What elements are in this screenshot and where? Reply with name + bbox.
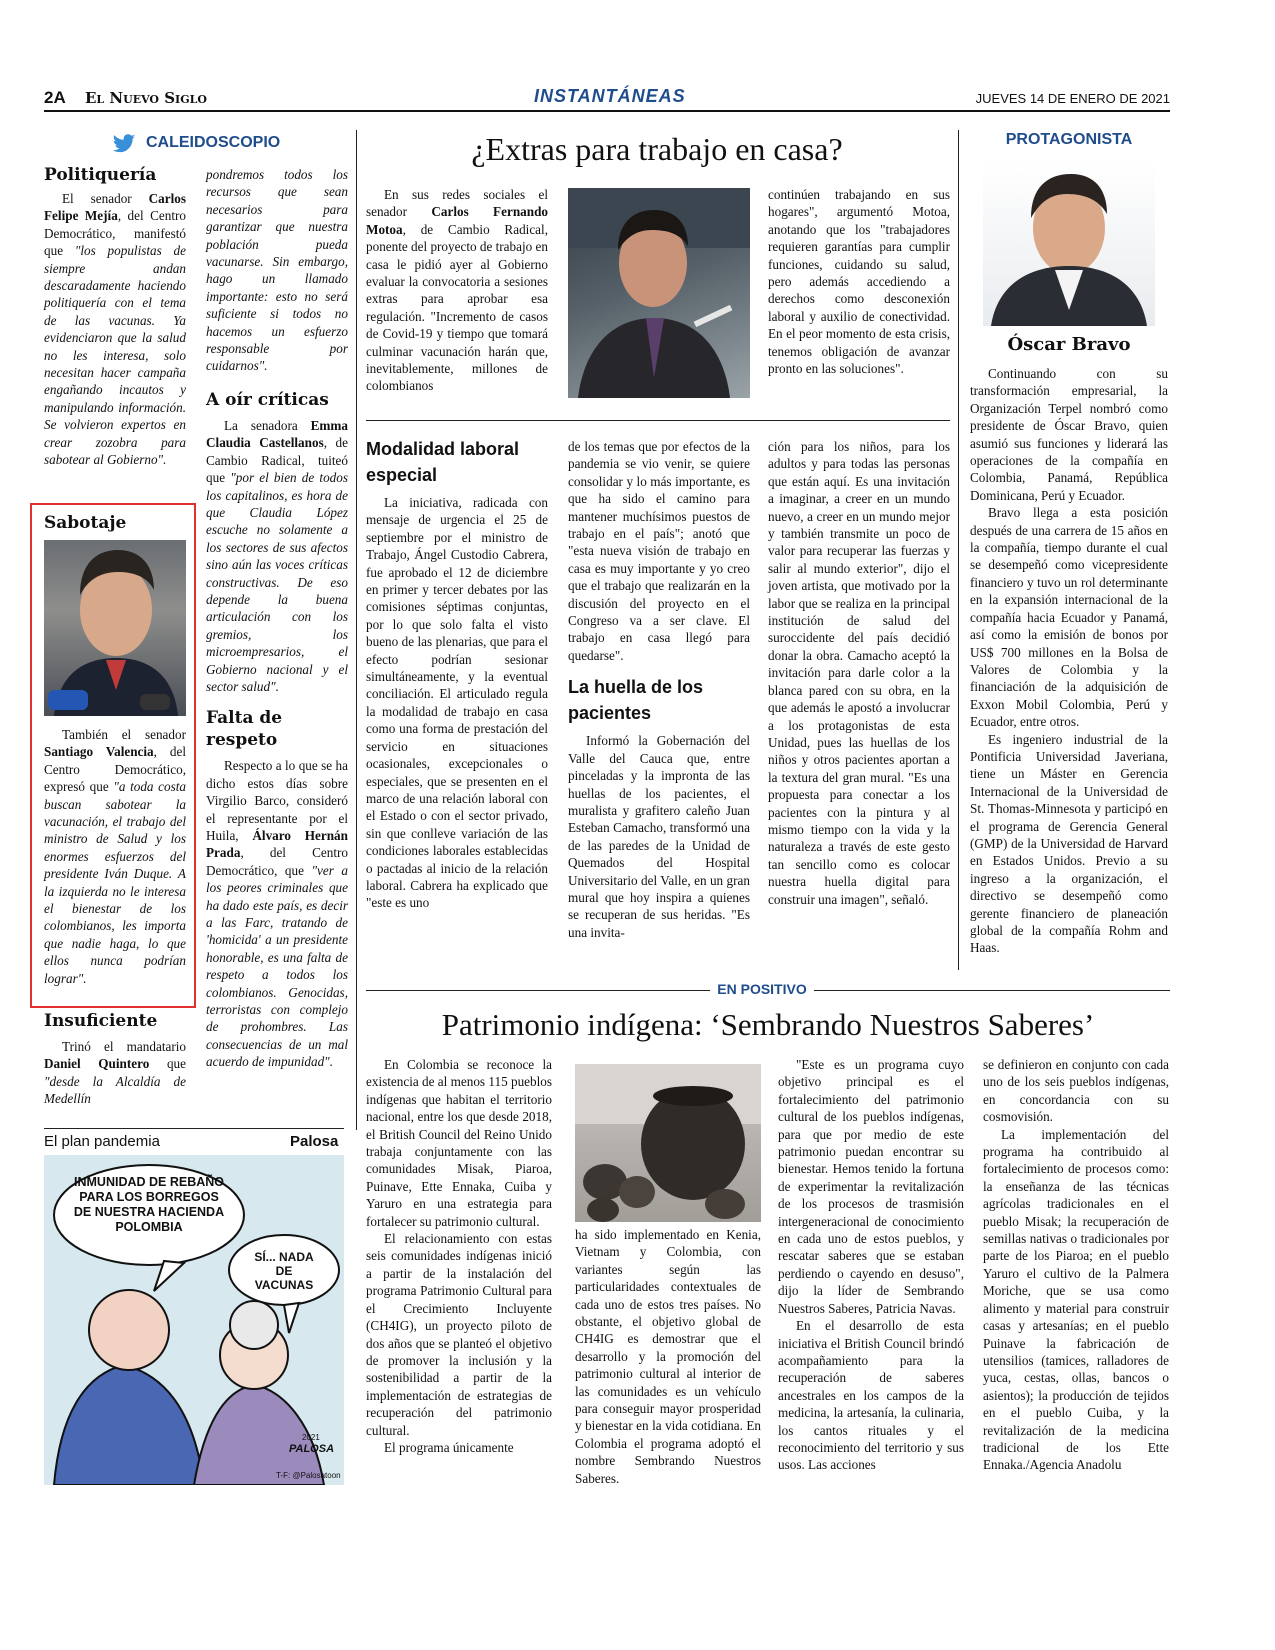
masthead: El Nuevo Siglo xyxy=(85,89,207,107)
respeto-title: Falta de respeto xyxy=(206,708,283,751)
protagonista-label: PROTAGONISTA xyxy=(1005,131,1133,148)
oscar-bravo-photo xyxy=(983,158,1155,326)
caleido-col-2 xyxy=(206,166,348,1071)
indigenous-pottery-photo xyxy=(575,1064,761,1222)
criticas-title: A oír críticas xyxy=(206,389,329,410)
extras-col-3-top: continúen trabajando en sus hogares", argumentó Motoa, anotando que los "trabajadores requieren garantías para cumplir funciones, cuidando su salud, pero además accediendo a derechos como desconexión laboral y auxilio de conectividad. En el peor momento de esta crisis, tenemos obligación de avanzar pronto en las soluciones". xyxy=(768,187,950,377)
protagonista-text: Continuando con su transformación empresarial, la Organización Terpel nombró como presidente de Óscar Bravo, quien asumió sus funciones y liderará las operaciones de la compañía en Colombia, Panamá, República Dominicana, Perú y Ecuador. Bravo llega a esta posición después de una carrera de 15 años en la compañía, tiempo durante el cual se desempeñó como vicepresidente financiero y tuvo un rol determinante en la expansión internacional de la compañía hacia Ecuador y Panamá, así como la emisión de bonos por US$ 700 millones en la Bolsa de Valores de Colombia y la financiación de la adquisición de Exxon Mobil Colombia, Perú y Ecuador, entre otros. Es ingeniero industrial de la Pontificia Universidad Javeriana, tiene un Máster en Gerencia Internacional de la Universidad de St. Thomas-Minnesota y participó en el programa de Gerencia General (GMP) de la Universidad de Harvard en Estados Unidos. Previo a su ingreso a la organización, el directivo se desempeñó como gerente financiero de planeación global de la compañía Rohm and Haas. xyxy=(970,366,1168,956)
cartoon-signature: PALOSA xyxy=(289,1443,335,1455)
cartoon-top-rule xyxy=(44,1128,344,1129)
cartoon-bubble-1: INMUNIDAD DE REBAÑO PARA LOS BORREGOS DE NUESTRA HACIENDA POLOMBIA xyxy=(73,1175,225,1234)
enpositivo-headline: Patrimonio indígena: ‘Sembrando Nuestros Saberes’ xyxy=(441,1007,1095,1042)
modalidad-text: La iniciativa, radicada con mensaje de urgencia el 25 de septiembre por el ministro de Trabajo, Ángel Custodio Cabrera, fue aprobado el 12 de diciembre en primer y tercer debates por las comisiones séptimas conjuntas, por lo que solo falta el visto bueno de las plenarias, que para el efecto podrían sesionar simultáneamente, y la eventual conciliación. El articulado regula la modalidad de trabajo en casa como una forma de prestación del servicio en situaciones ocasionales, excepcionales o especiales, que se presenten en el marco de una relación laboral con el Estado o con el sector privado, sin que conlleve variación de las condiciones laborales establecidas o pactadas al inicio de la relación laboral. Cabrera ha explicado que "este es uno xyxy=(366,495,548,911)
insuficiente-text: Trinó el mandatario Daniel Quintero que "desde la Alcaldía de Medellín xyxy=(44,1039,186,1107)
twitter-icon xyxy=(112,134,136,154)
respeto-text: Respecto a lo que se ha dicho estos días sobre Virgilio Barco, consideró el representante por el Huila, Álvaro Hernán Prada, del Centro Democrático, que "ver a los peores criminales que ha dado este país, es decir a las Farc, tratando de 'homicida' a un presidente honorable, es una falta de respeto a todos los colombianos. Genocidas, terroristas con complejo de prohombres. Las consecuencias de un mal acuerdo de impunidad". xyxy=(206,758,348,1070)
criticas-text: La senadora Emma Claudia Castellanos, de Cambio Radical, tuiteó que "por el bien de todos los capitalinos, es hora de que Claudia López escuche no solamente a los sectores de sus afectos sino aún las voces críticas constructivas. De eso depende la buena articulación con los gremios, los microempresarios, el Gobierno nacional y el sector salud". xyxy=(206,417,348,694)
extras-right-rule xyxy=(958,130,959,970)
enpositivo-col-3: "Este es un programa cuyo objetivo principal es el fortalecimiento del patrimonio cultural de los pueblos indígenas, para que por medio de este patrimonio puedan encontrar su bienestar. Hemos tenido la fortuna de experimentar la revitalización de los procesos de trasmisión intergeneracional de conocimiento en cada uno de estos pueblos, y rescatar saberes que se estaban perdiendo o cayendo en desuso", dijo la líder de Sembrando Nuestros Saberes, Patricia Navas. En el desarrollo de esta iniciativa el British Council brindó acompañamiento para la recuperación de saberes ancestrales en los campos de la medicina, la artesanía, la culinaria, los cantos rituales y el reconocimiento del territorio y sus usos. Las acciones xyxy=(778,1057,964,1473)
extras-col-1-bottom xyxy=(366,436,548,912)
sabotaje-title: Sabotaje xyxy=(44,513,127,533)
oscar-bravo-name: Óscar Bravo xyxy=(1007,334,1131,355)
section-title: INSTANTÁNEAS xyxy=(534,86,686,106)
cartoon-title: El plan pandemia xyxy=(44,1133,160,1150)
cartoon-bubble-2: SÍ... NADA DE VACUNAS xyxy=(254,1250,314,1292)
carlos-motoa-photo xyxy=(568,188,750,398)
issue-date: JUEVES 14 DE ENERO DE 2021 xyxy=(975,91,1170,106)
extras-col-3-bottom: ción para los niños, para los adultos y para todas las personas que están aquí. Es una invitación a imaginar, a creer en un mundo nuevo, a creer en un mundo mejor y también transmite un poco de valor para recuperar las fuerzas y salir al mundo exterior", dijo el joven artista, que motivado por la labor que se realiza en la principal institución de salud del suroccidente del país decidió donar la obra. Camacho aceptó la invitación para darle color a la blanca pared con su obra, en la que además le apostó a involucrar a los protagonistas de esta Unidad, pues las huellas de los niños y otros pacientes aportan a la textura del gran mural. "Es una propuesta para conectar a los pacientes con la pintura y al mismo tiempo con la vida y la naturaleza a través de este gesto tan sencillo como es colocar nuestra huella digital para construir una imagen", señaló. xyxy=(768,439,950,907)
caleido-col-1 xyxy=(44,164,186,469)
caleidoscopio-label: CALEIDOSCOPIO xyxy=(146,134,281,151)
extras-col-1-top: En sus redes sociales el senador Carlos Fernando Motoa, de Cambio Radical, ponente del proyecto de trabajo en casa le pidió ayer al Gobierno evaluar la convocatoria a sesiones extras para aprobar esa regulación. "Incremento de casos de Covid-19 y tiempo que tomará culminar vacunación harán que, inevitablemente, millones de colombianos xyxy=(366,187,549,394)
cartoon-year: 2021 xyxy=(302,1433,320,1442)
santiago-valencia-photo xyxy=(44,540,186,716)
enpositivo-col-1: En Colombia se reconoce la existencia de al menos 115 pueblos indígenas que habitan el territorio nacional, entre los que desde 2018, el British Council del Reino Unido trabaja conjuntamente con las comunidades Misak, Piaroa, Puinave, Ette Ennaka, Cuiba y Yaruro en una estrategia para fortalecer su patrimonio cultural. El relacionamiento con estas seis comunidades indígenas inició a partir de la instalación del programa Patrimonio Cultural para el Crecimiento Incluyente (CH4IG), un proyecto piloto de dos años que se planteó el objetivo de promover la inclusión y la sostenibilidad a partir de la implementación de estrategias de recuperación del patrimonio cultural. El programa únicamente xyxy=(366,1057,552,1455)
enpositivo-col-4: se definieron en conjunto con cada uno de los seis pueblos indígenas, en concordancia con su cosmovisión. La implementación del programa ha contribuido al fortalecimiento de procesos como: la enseñanza de las técnicas agrícolas tradicionales en el pueblo Misak; la recuperación de semillas nativas o tradicionales por parte de los Piaroa; en el pueblo Yaruro el cultivo de la Palmera Moriche, que se usa como alimento y material para construir casas y artesanías; en el pueblo Puinave la fabricación de utensilios (tamices, ralladores de yuca, cestas, ollas, bancos o asientos); la producción de tejidos en el pueblo Cuiba, y la revitalización de la medicina tradicional de los Ette Ennaka./Agencia Anadolu xyxy=(983,1057,1169,1473)
sabotaje-block xyxy=(44,512,186,987)
header-rule xyxy=(44,110,1170,112)
huella-subhead: La huella de los pacientes xyxy=(568,677,704,724)
extras-headline: ¿Extras para trabajo en casa? xyxy=(471,131,843,167)
politiqueria-title: Politiquería xyxy=(44,165,157,185)
cabrera-quote: de los temas que por efectos de la pandemia se vio venir, se quiere consolidar y lo más importante, es que ha sido el camino para mantener muchísimos puestos de trabajo en el país"; anotó que "esta nueva visión de trabajo en casa es muy importante y yo creo que el trabajo que realizarán en la discusión del proyecto en el Congreso va a ser clave. El trabajo en casa llegó para quedarse". xyxy=(568,439,750,663)
cartoon-author: Palosa xyxy=(290,1133,339,1150)
cartoon-panel xyxy=(44,1155,344,1485)
enpositivo-rule-left xyxy=(366,990,710,991)
insuficiente-quote-cont: pondremos todos los recursos que sean necesarios para garantizar que nuestra población pueda vacunarse. Sin embargo, hago un llamado importante: esto no será suficiente si todos no hacemos un esfuerzo responsable por cuidarnos". xyxy=(206,167,348,374)
enpositivo-col-2: ha sido implementado en Kenia, Vietnam y Colombia, con variantes según las particularidades contextuales de cada uno de estos tres países. No obstante, el objetivo global de CH4IG es demostrar que el desarrollo y la promoción del patrimonio cultural al interior de las comunidades es un vehículo para conseguir mayor prosperidad y bienestar en la vida cotidiana. En Colombia el programa adoptó el nombre Sembrando Nuestros Saberes. xyxy=(575,1227,761,1486)
politiqueria-text: El senador Carlos Felipe Mejía, del Centro Democrático, manifestó que "los populistas de siempre andan descaradamente haciendo politiquería con el tema de las vacunas. Ya evidenciaron que la salud no les interesa, solo necesitan hacer campaña engañando incautos y manipulando información. Se volvieron expertos en crear zozobra para sabotear al Gobierno". xyxy=(44,191,186,468)
cartoon-credit: T-F: @Palosatoon xyxy=(276,1471,341,1480)
extras-mid-rule xyxy=(366,420,950,421)
insuficiente-title: Insuficiente xyxy=(44,1011,158,1031)
enpositivo-rule-right xyxy=(814,990,1170,991)
insuficiente-block xyxy=(44,1010,186,1108)
huella-text: Informó la Gobernación del Valle del Cauca que, entre pinceladas y la impronta de las huellas de los pacientes, el muralista y grafitero caleño Juan Esteban Camacho, transformó una de las paredes de la Unidad de Quemados del Hospital Universitario del Valle, en un gran mural que hoy inspira a quienes se recuperan de sus heridas. "Es una invita- xyxy=(568,733,750,940)
sabotaje-text: También el senador Santiago Valencia, del Centro Democrático, expresó que "a toda costa buscan sabotear la vacunación, el trabajo del ministro de Salud y los enormes esfuerzos del presidente Iván Duque. A la izquierda no le interesa el bienestar de los colombianos, les importa que nadie haga, lo que ellos nunca podrían lograr". xyxy=(44,727,186,986)
caleido-right-rule xyxy=(356,130,357,1130)
modalidad-subhead: Modalidad laboral especial xyxy=(366,439,520,485)
extras-col-2-bottom xyxy=(568,438,750,941)
page-number: 2A xyxy=(44,88,66,107)
enpositivo-label: EN POSITIVO xyxy=(717,981,807,997)
